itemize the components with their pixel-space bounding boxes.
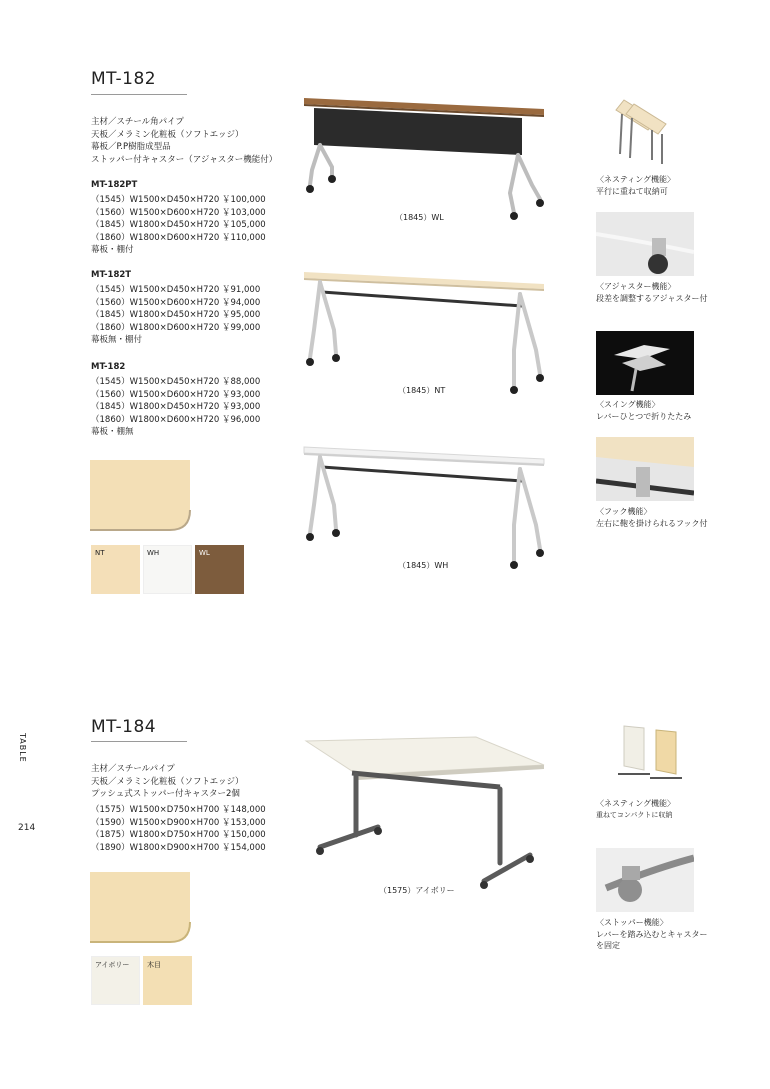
stopper-feature-image bbox=[596, 848, 694, 912]
feature-title: 〈スイング機能〉 bbox=[596, 400, 660, 409]
price-row: （1590）W1500×D900×H700 ￥153,000 bbox=[91, 817, 266, 828]
spec-line: 天板／メラミン化粧板（ソフトエッジ） bbox=[91, 129, 244, 140]
group-name: MT-182PT bbox=[91, 180, 138, 190]
feature-desc: レバーを踏み込むとキャスター bbox=[596, 929, 708, 939]
feature-desc: を固定 bbox=[596, 941, 620, 950]
mt184-title-rule bbox=[91, 741, 187, 742]
feature-adjuster bbox=[596, 281, 708, 304]
price-row: （1845）W1800×D450×H720 ￥93,000 bbox=[91, 402, 261, 412]
swatch-wh bbox=[143, 545, 192, 594]
mt182-title-rule bbox=[91, 94, 187, 95]
group-note: 幕板・棚付 bbox=[91, 245, 134, 255]
product-caption-wh: （1845）WH bbox=[398, 561, 449, 570]
price-row: （1545）W1500×D450×H720 ￥100,000 bbox=[91, 195, 266, 205]
price-row: （1845）W1800×D450×H720 ￥105,000 bbox=[91, 220, 266, 230]
swatch-ivory bbox=[91, 956, 140, 1005]
spec-line: 主材／スチール角パイプ bbox=[91, 117, 184, 127]
mt182t-group bbox=[91, 270, 260, 347]
product-caption-nt: （1845）NT bbox=[398, 386, 446, 395]
price-row: （1575）W1500×D750×H700 ￥148,000 bbox=[91, 805, 266, 815]
feature-desc: 段差を調整するアジャスター付 bbox=[596, 293, 708, 303]
spec-line: 天板／メラミン化粧板（ソフトエッジ） bbox=[91, 776, 244, 787]
price-row: （1890）W1800×D900×H700 ￥154,000 bbox=[91, 842, 266, 853]
price-row: （1560）W1500×D600×H720 ￥93,000 bbox=[91, 389, 261, 400]
spec-line: 幕板／P.P樹脂成型品 bbox=[91, 142, 171, 152]
mt184-prices bbox=[91, 804, 266, 854]
swatch-wl bbox=[195, 545, 244, 594]
mt182-group bbox=[91, 362, 260, 439]
price-row: （1560）W1500×D600×H720 ￥94,000 bbox=[91, 297, 261, 308]
mt184-product-caption: （1575）アイボリー bbox=[379, 886, 455, 895]
group-note: 幕板・棚無 bbox=[91, 427, 134, 437]
mt182-corner-sample-image bbox=[90, 460, 192, 532]
mt184-feature-nesting bbox=[596, 798, 675, 821]
mt184-nesting-feature-image bbox=[610, 722, 686, 780]
mt182-product-wh-image bbox=[300, 445, 550, 570]
feature-title: 〈フック機能〉 bbox=[596, 507, 652, 516]
price-row: （1860）W1800×D600×H720 ￥96,000 bbox=[91, 414, 261, 425]
swatch-label: WH bbox=[147, 549, 160, 557]
feature-hook bbox=[596, 506, 707, 529]
mt184-product-image bbox=[300, 735, 550, 890]
group-note: 幕板無・棚付 bbox=[91, 335, 143, 345]
nesting-feature-image bbox=[596, 94, 692, 166]
swatch-label: WL bbox=[199, 549, 210, 557]
mt182pt-group bbox=[91, 180, 266, 257]
spec-line: ストッパー付キャスター（アジャスター機能付） bbox=[91, 154, 278, 165]
feature-desc: 平行に重ねて収納可 bbox=[596, 186, 668, 196]
page-number: 214 bbox=[18, 823, 36, 833]
mt184-feature-stopper bbox=[596, 917, 707, 952]
feature-desc: 重ねてコンパクトに収納 bbox=[596, 810, 673, 819]
swatch-label: 木目 bbox=[147, 961, 161, 969]
mt182-specs bbox=[91, 116, 277, 166]
adjuster-feature-image bbox=[596, 212, 694, 276]
price-row: （1545）W1500×D450×H720 ￥88,000 bbox=[91, 377, 261, 387]
price-row: （1845）W1800×D450×H720 ￥95,000 bbox=[91, 310, 261, 320]
swatch-nt bbox=[91, 545, 140, 594]
feature-desc: レバーひとつで折りたたみ bbox=[596, 411, 692, 421]
spec-line: プッシュ式ストッパー付キャスター2個 bbox=[91, 789, 240, 799]
group-name: MT-182 bbox=[91, 362, 126, 372]
feature-title: 〈ネスティング機能〉 bbox=[596, 799, 676, 808]
mt184-title: MT-184 bbox=[91, 717, 157, 737]
group-name: MT-182T bbox=[91, 270, 132, 280]
mt182-title: MT-182 bbox=[91, 69, 157, 89]
mt182-product-wl-image bbox=[300, 95, 550, 220]
feature-title: 〈アジャスター機能〉 bbox=[596, 282, 676, 291]
price-row: （1560）W1500×D600×H720 ￥103,000 bbox=[91, 207, 266, 218]
product-caption-wl: （1845）WL bbox=[395, 213, 444, 222]
swatch-label: NT bbox=[95, 549, 105, 557]
swatch-label: アイボリー bbox=[95, 961, 130, 969]
price-row: （1545）W1500×D450×H720 ￥91,000 bbox=[91, 285, 261, 295]
feature-nesting bbox=[596, 174, 675, 197]
price-row: （1875）W1800×D750×H700 ￥150,000 bbox=[91, 830, 266, 840]
price-row: （1860）W1800×D600×H720 ￥99,000 bbox=[91, 322, 261, 333]
feature-swing bbox=[596, 399, 691, 422]
mt184-specs bbox=[91, 763, 244, 801]
price-row: （1860）W1800×D600×H720 ￥110,000 bbox=[91, 232, 266, 243]
swing-feature-image bbox=[596, 331, 694, 395]
feature-desc: 左右に鞄を掛けられるフック付 bbox=[596, 518, 708, 528]
feature-title: 〈ストッパー機能〉 bbox=[596, 918, 668, 927]
hook-feature-image bbox=[596, 437, 694, 501]
mt182-product-nt-image bbox=[300, 270, 550, 395]
feature-title: 〈ネスティング機能〉 bbox=[596, 175, 676, 184]
mt184-corner-sample-image bbox=[90, 872, 192, 944]
swatch-woodgrain bbox=[143, 956, 192, 1005]
spec-line: 主材／スチールパイプ bbox=[91, 764, 175, 774]
side-label: TABLE bbox=[18, 733, 27, 763]
